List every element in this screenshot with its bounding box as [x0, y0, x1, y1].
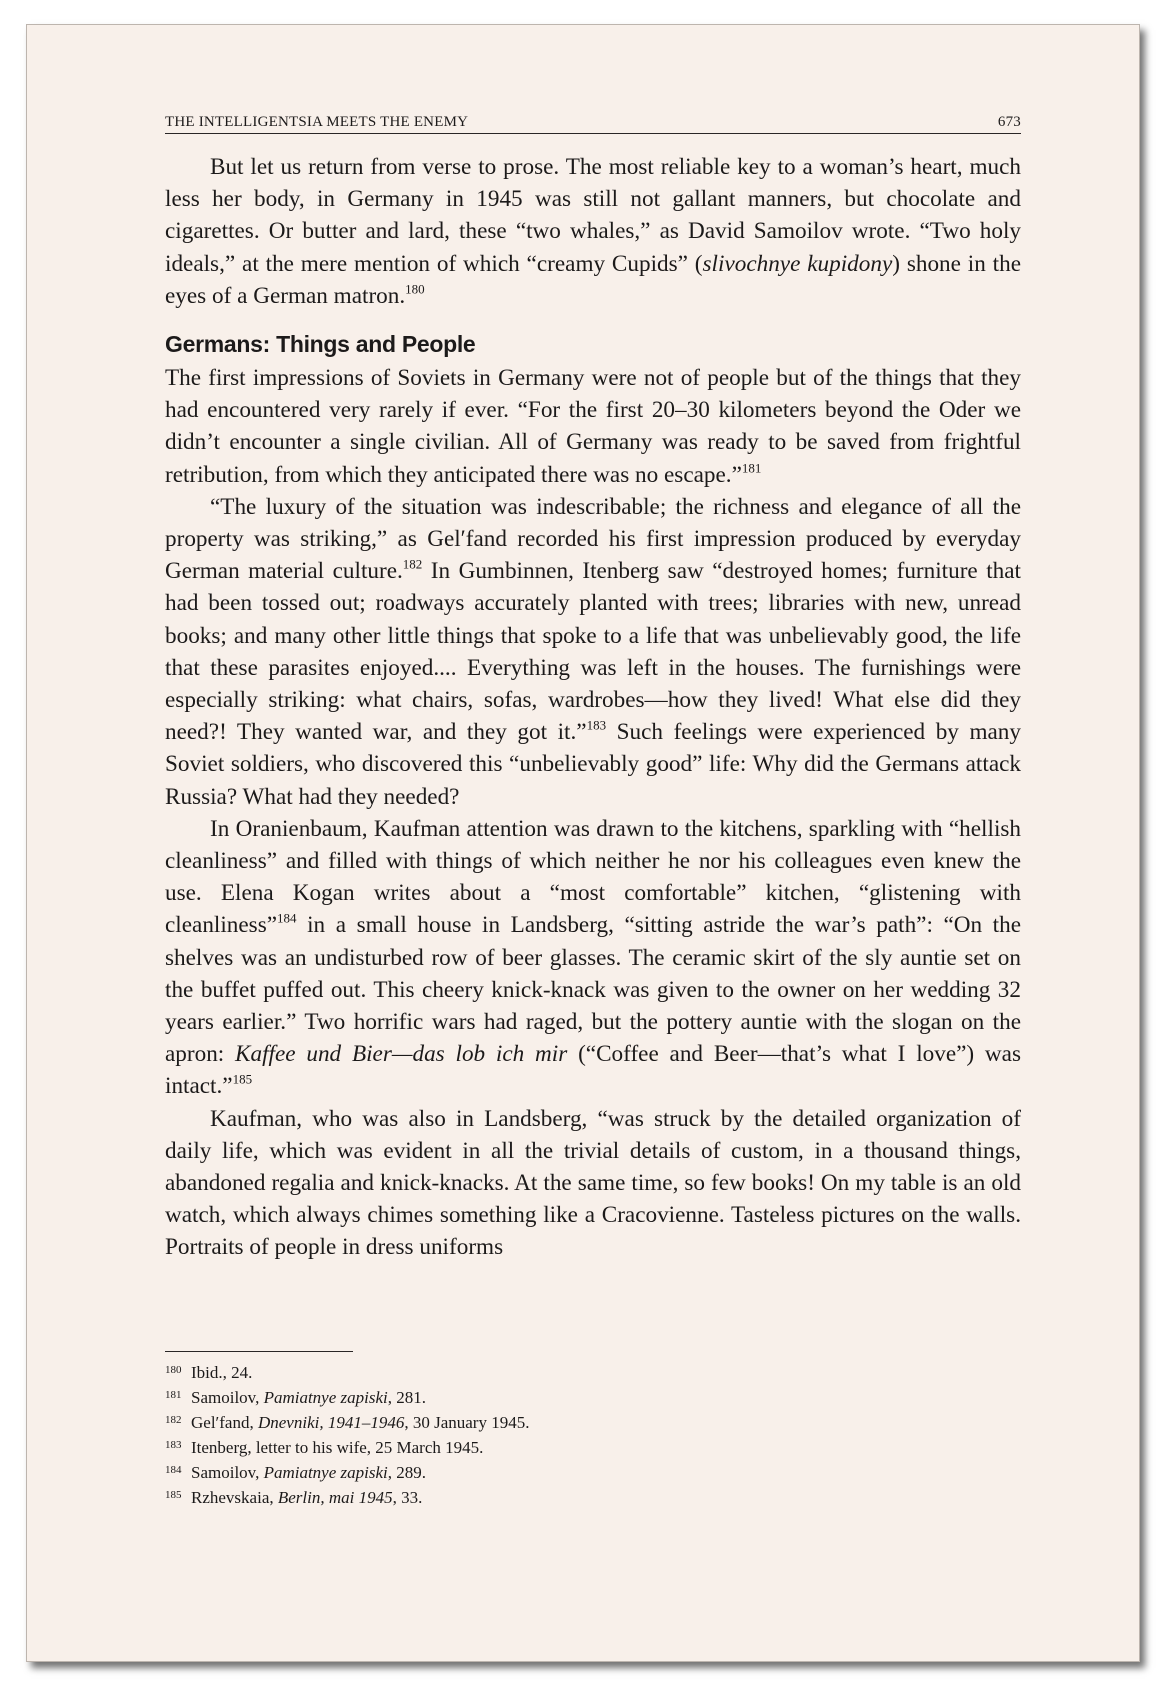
intro-text: But let us return from verse to prose. The most reliable key to a woman’s heart, much less her body, in Germany in 1945 was still not gallant manners, but chocolate and cigarettes. Or butter and lard, these “two whales,” as David Samoilov wrote. “Two holy ideals,” at the mere mention of which “creamy Cupids” ( — [165, 154, 1021, 277]
footnote-text: Gel′fand, — [191, 1413, 258, 1432]
footnote-183: 183 Itenberg, letter to his wife, 25 March 1945. — [165, 1438, 484, 1457]
intro-paragraph — [165, 151, 1021, 312]
paragraph-2-text-a: “The luxury of the situation was indescribable; the richness and elegance of all the property was striking,” as Gel′fand recorded his first impression produced by everyday German material culture. — [165, 493, 1021, 585]
footnote-184: 184 Samoilov, Pamiatnye zapiski, 289. — [165, 1463, 426, 1482]
paragraph-3-text-a: In Oranienbaum, Kaufman attention was drawn to the kitchens, sparkling with “hellish cleanliness” and filled with things of which neither he nor his colleagues even knew the use. Elena Kogan writes about a “most comfortable” kitchen, “glistening with cleanliness” — [165, 815, 1021, 939]
footnote-title: Pamiatnye zapiski — [263, 1463, 388, 1482]
footnote-182: 182 Gel′fand, Dnevniki, 1941–1946, 30 January 1945. — [165, 1413, 530, 1432]
footnote-ref-181: 181 — [741, 459, 762, 475]
section-heading: Germans: Things and People — [165, 331, 476, 357]
footnote-text-end: , 33. — [392, 1488, 423, 1507]
running-header — [165, 109, 1021, 134]
footnote-title: Pamiatnye zapiski — [263, 1388, 388, 1407]
footnotes — [165, 1360, 1021, 1510]
footnote-text-end: , 30 January 1945. — [404, 1413, 530, 1432]
footnote-text: Rzhevskaia, — [191, 1488, 278, 1507]
paragraph-3-text-c: (“Coffee and Beer—that’s what I love”) was intact.” — [165, 1041, 1021, 1100]
footnote-ref-185: 185 — [232, 1071, 253, 1087]
book-page — [26, 24, 1140, 1662]
paragraph-3 — [165, 813, 1021, 1103]
paragraph-3-text-b: in a small house in Landsberg, “sitting astride the war’s path”: “On the shelves was an undisturbed row of beer glasses. The ceramic skirt of the sly auntie set on the buffet puffed out. This cheery knick-knack was given to the owner on her wedding 32 years earlier.” Two horrific wars had raged, but the pottery auntie with the slogan on the apron: — [165, 912, 1021, 1068]
footnote-title: Dnevniki, 1941–1946 — [257, 1413, 405, 1432]
footnote-180: 180 Ibid., 24. — [165, 1363, 253, 1382]
paragraph-2-text-b: In Gumbinnen, Itenberg saw “destroyed homes; furniture that had been tossed out; roadways accurately planted with trees; libraries with new, unread books; and many other little things that spoke to a life that was unbelievably good, the life that these parasites enjoyed.... Everything was left in the houses. The furnishings were especially striking: what chairs, sofas, wardrobes—how they lived! What else did they need?! They wanted war, and they got it.” — [165, 558, 1021, 746]
footnote-ref-182: 182 — [402, 556, 423, 572]
footnote-ref-183: 183 — [586, 717, 607, 733]
footnote-rule — [165, 1351, 353, 1352]
footnote-ref-180: 180 — [405, 281, 425, 297]
footnote-text: Ibid., 24. — [191, 1363, 253, 1382]
paragraph-2-text-c: Such feelings were experienced by many Soviet soldiers, who discovered this “unbelievably good” life: Why did the Germans attack Russia? What had they needed? — [165, 719, 1021, 810]
intro-italic: slivochnye kupidony — [702, 250, 893, 277]
paragraph-4 — [165, 1103, 1021, 1264]
paragraph-1 — [165, 362, 1021, 491]
footnote-ref-184: 184 — [277, 910, 297, 926]
paragraph-2 — [165, 491, 1021, 813]
running-title: THE INTELLIGENTSIA MEETS THE ENEMY — [165, 114, 469, 130]
footnote-text-end: , 281. — [387, 1388, 426, 1407]
footnote-text: Samoilov, — [191, 1463, 264, 1482]
footnote-text: Samoilov, — [191, 1388, 264, 1407]
footnote-text-end: , 289. — [387, 1463, 426, 1482]
footnote-title: Berlin, mai 1945 — [277, 1488, 393, 1507]
footnote-185: 185 Rzhevskaia, Berlin, mai 1945, 33. — [165, 1488, 423, 1507]
footnote-181: 181 Samoilov, Pamiatnye zapiski, 281. — [165, 1388, 426, 1407]
page-number: 673 — [997, 114, 1021, 130]
section-body — [165, 362, 1021, 1264]
footnote-text: Itenberg, letter to his wife, 25 March 1945. — [191, 1438, 484, 1457]
paragraph-1-text: The first impressions of Soviets in Germany were not of people but of the things that they had encountered very rarely if ever. “For the first 20–30 kilometers beyond the Oder we didn’t encounter a single civilian. All of Germany was ready to be saved from frightful retribution, from which they anticipated there was no escape.” — [165, 365, 1021, 488]
intro-text-after: ) shone in the eyes of a German matron. — [165, 250, 1022, 309]
paragraph-4-text: Kaufman, who was also in Landsberg, “was struck by the detailed organization of daily life, which was evident in all the trivial details of custom, in a thousand things, abandoned regalia and knick-knacks. At the same time, so few books! On my table is an old watch, which always chimes something like a Cracovienne. Tasteless pictures on the walls. Portraits of people in dress uniforms — [165, 1105, 1021, 1261]
paragraph-3-italic: Kaffee und Bier—das lob ich mir — [235, 1041, 568, 1068]
